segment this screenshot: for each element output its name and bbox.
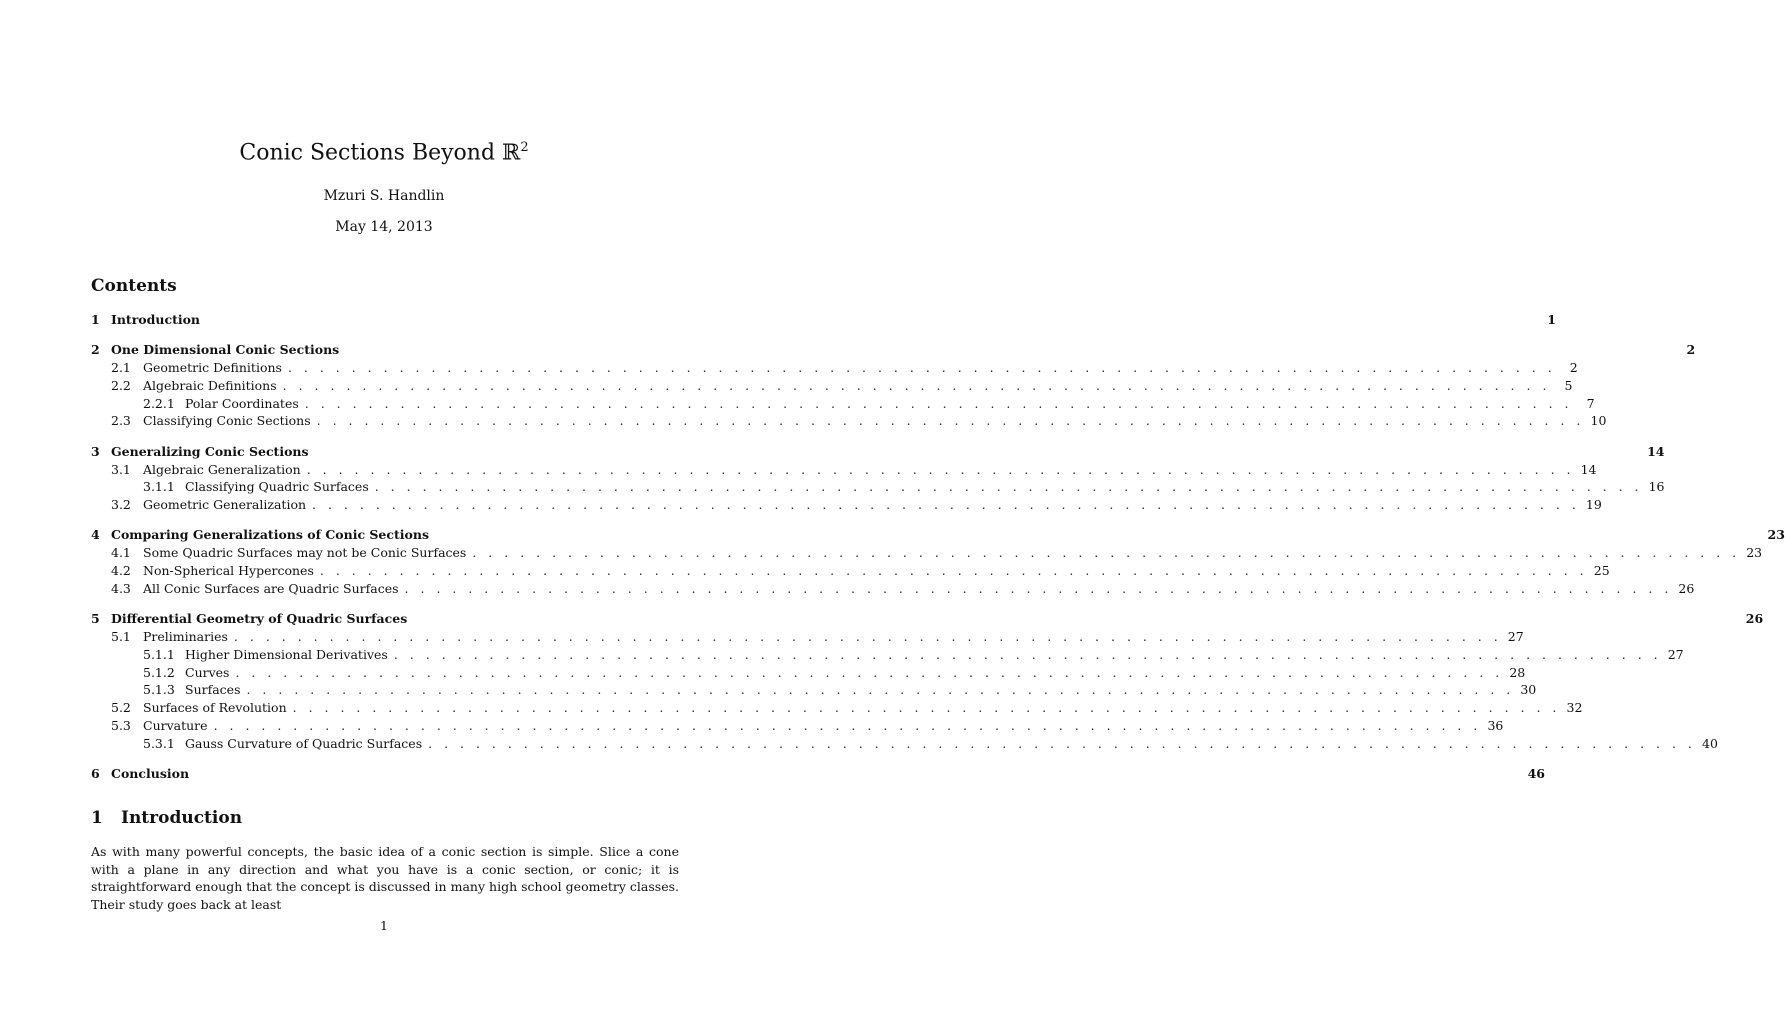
toc-entry[interactable] [91,478,1665,496]
toc-dot-leader: . . . . . . . . . . . . . . . . . . . . . . . . . . . . . . . . . . . . . . . . . . . . . . . . . . . . . . . . . . . . . . . . . . . . . . . . . . . . . . . . [428,735,1696,751]
toc-entry-page: 36 [1487,717,1504,733]
toc-entry-page: 23 [1767,527,1785,543]
toc-entry-label: Classifying Conic Sections [143,413,311,429]
toc-entry[interactable] [91,664,1526,682]
toc-entry-page: 30 [1520,682,1537,698]
toc-entry-number: 5.2 [111,700,131,716]
toc-entry-label: Geometric Definitions [143,360,282,376]
toc-entry-page: 7 [1586,395,1595,411]
toc-entry-label: One Dimensional Conic Sections [111,342,340,358]
toc-dot-leader: . . . . . . . . . . . . . . . . . . . . . . . . . . . . . . . . . . . . . . . . . . . . . . . . . . . . . . . . . . . . . . . . . . . . . . . . . . . . . . . . [312,497,1580,513]
toc-entry-page: 5 [1564,377,1573,393]
toc-entry-number: 5.3 [111,717,131,733]
section-heading [91,808,242,828]
toc-entry-page: 2 [1686,342,1696,358]
toc-entry-page: 27 [1667,646,1684,662]
toc-dot-leader: . . . . . . . . . . . . . . . . . . . . . . . . . . . . . . . . . . . . . . . . . . . . . . . . . . . . . . . . . . . . . . . . . . . . . . . . . . . . . . . . [306,461,1575,477]
toc-dot-leader: . . . . . . . . . . . . . . . . . . . . . . . . . . . . . . . . . . . . . . . . . . . . . . . . . . . . . . . . . . . . . . . . . . . . . . . . . . . . . . . . [472,545,1741,561]
toc-entry[interactable] [91,359,1578,377]
toc-dot-leader: . . . . . . . . . . . . . . . . . . . . . . . . . . . . . . . . . . . . . . . . . . . . . . . . . . . . . . . . . . . . . . . . . . . . . . . . . . . . . . . . [213,717,1482,733]
table-of-contents [91,311,1785,783]
paper-title [0,140,768,165]
toc-entry-label: Comparing Generalizations of Conic Sections [111,527,429,543]
toc-entry[interactable] [91,765,1545,783]
toc-gap [91,329,679,342]
toc-entry-label: Higher Dimensional Derivatives [185,646,388,662]
toc-entry[interactable] [91,341,1696,359]
section-number: 1 [91,808,103,828]
toc-entry-number: 6 [91,766,100,782]
toc-entry-label: Introduction [111,312,201,327]
toc-entry-page: 40 [1702,735,1718,751]
toc-entry-page: 14 [1647,443,1665,459]
toc-entry-label: Algebraic Definitions [143,377,277,393]
toc-entry[interactable] [91,461,1597,479]
toc-entry[interactable] [91,377,1573,395]
toc-entry-number: 2.2.1 [143,395,175,411]
toc-entry-label: Curves [185,664,230,680]
toc-entry-page: 46 [1527,766,1545,782]
toc-entry[interactable] [91,526,1785,544]
toc-entry[interactable] [91,628,1524,646]
toc-entry-label: Preliminaries [143,628,228,644]
toc-gap [91,514,679,527]
toc-dot-leader: . . . . . . . . . . . . . . . . . . . . . . . . . . . . . . . . . . . . . . . . . . . . . . . . . . . . . . . . . . . . . . . . . . . . . . . . . . . . . . . . [319,563,1588,579]
toc-entry-page: 16 [1648,479,1665,495]
toc-entry[interactable] [91,443,1665,461]
toc-entry[interactable] [91,699,1583,717]
toc-entry-number: 4.2 [111,563,131,579]
toc-entry[interactable] [91,717,1504,735]
toc-dot-leader: . . . . . . . . . . . . . . . . . . . . . . . . . . . . . . . . . . . . . . . . . . . . . . . . . . . . . . . . . . . . . . . . . . . . . . . . . . . . . . . . [404,580,1673,596]
page-number: 1 [380,918,388,933]
toc-entry-number: 3.1.1 [143,479,175,495]
toc-entry-label: Differential Geometry of Quadric Surfaces [111,611,408,627]
author-name: Mzuri S. Handlin [323,188,445,204]
toc-entry-number: 1 [91,312,100,327]
toc-dot-leader: . . . . . . . . . . . . . . . . . . . . . . . . . . . . . . . . . . . . . . . . . . . . . . . . . . . . . . . . . . . . . . . . . . . . . . . . . . . . . . . . [393,646,1662,662]
toc-entry-number: 2.2 [111,377,131,393]
contents-heading: Contents [91,276,177,296]
toc-entry-label: All Conic Surfaces are Quadric Surfaces [143,580,399,596]
toc-entry-label: Conclusion [111,766,190,782]
toc-entry-page: 32 [1566,700,1583,716]
toc-entry-page: 27 [1507,628,1524,644]
toc-gap [91,598,679,611]
toc-entry-label: Curvature [143,717,208,733]
intro-paragraph: As with many powerful concepts, the basic idea of a conic section is simple. Slice a cone with a plane in any direction and what you have is a conic section, or conic; it is straightforward enough that the concept is discussed in many high school geometry classes. Their study goes back at least [91,844,679,912]
toc-entry-number: 5.1.3 [143,682,175,698]
toc-entry-page: 28 [1509,664,1526,680]
toc-entry[interactable] [91,496,1602,514]
toc-entry-number: 4.1 [111,545,131,561]
toc-entry-number: 2 [91,342,100,358]
toc-entry[interactable] [91,646,1684,664]
toc-entry[interactable] [91,580,1695,598]
toc-dot-leader: . . . . . . . . . . . . . . . . . . . . . . . . . . . . . . . . . . . . . . . . . . . . . . . . . . . . . . . . . . . . . . . . . . . . . . . . . . . . . . . . [292,700,1561,716]
toc-entry-page: 1 [1547,312,1556,327]
toc-entry-page: 14 [1580,461,1597,477]
toc-entry-label: Polar Coordinates [185,395,299,411]
toc-gap [91,753,679,766]
toc-entry-number: 5.1 [111,628,131,644]
toc-entry[interactable] [91,562,1610,580]
toc-entry-number: 4 [91,527,100,543]
toc-entry-label: Generalizing Conic Sections [111,443,309,459]
toc-dot-leader: . . . . . . . . . . . . . . . . . . . . . . . . . . . . . . . . . . . . . . . . . . . . . . . . . . . . . . . . . . . . . . . . . . . . . . . . . . . . . . . . [374,479,1643,495]
toc-entry-number: 3.2 [111,497,131,513]
toc-entry[interactable] [91,610,1764,628]
toc-entry-page: 2 [1569,360,1578,376]
toc-entry-page: 23 [1746,545,1763,561]
toc-entry-label: Algebraic Generalization [143,461,301,477]
toc-entry-number: 3.1 [111,461,131,477]
toc-entry-label: Some Quadric Surfaces may not be Conic Surfaces [143,545,467,561]
toc-entry-label: Classifying Quadric Surfaces [185,479,369,495]
toc-entry[interactable] [91,412,1607,430]
toc-entry-number: 2.1 [111,360,131,376]
toc-entry[interactable] [91,311,1556,329]
toc-entry-label: Surfaces of Revolution [143,700,287,716]
toc-dot-leader: . . . . . . . . . . . . . . . . . . . . . . . . . . . . . . . . . . . . . . . . . . . . . . . . . . . . . . . . . . . . . . . . . . . . . . . . . . . . . . . . [316,413,1585,429]
toc-entry-page: 26 [1678,580,1695,596]
publication-date: May 14, 2013 [335,219,433,235]
toc-entry-number: 4.3 [111,580,131,596]
toc-entry-page: 25 [1593,563,1610,579]
toc-entry-number: 5.1.2 [143,664,175,680]
toc-entry-number: 5 [91,611,100,627]
toc-entry-label: Surfaces [185,682,241,698]
toc-dot-leader: . . . . . . . . . . . . . . . . . . . . . . . . . . . . . . . . . . . . . . . . . . . . . . . . . . . . . . . . . . . . . . . . . . . . . . . . . . . . . . . . [233,628,1502,644]
toc-entry-number: 3 [91,443,100,459]
toc-dot-leader: . . . . . . . . . . . . . . . . . . . . . . . . . . . . . . . . . . . . . . . . . . . . . . . . . . . . . . . . . . . . . . . . . . . . . . . . . . . . . . . . [304,395,1573,411]
toc-entry-number: 5.1.1 [143,646,175,662]
toc-entry-page: 19 [1585,497,1602,513]
toc-entry[interactable] [91,544,1763,562]
toc-entry-page: 10 [1590,413,1607,429]
toc-entry-number: 2.3 [111,413,131,429]
toc-dot-leader: . . . . . . . . . . . . . . . . . . . . . . . . . . . . . . . . . . . . . . . . . . . . . . . . . . . . . . . . . . . . . . . . . . . . . . . . . . . . . . . . [246,682,1515,698]
toc-entry-label: Gauss Curvature of Quadric Surfaces [185,735,423,751]
toc-entry-number: 5.3.1 [143,735,175,751]
title-superscript: 2 [520,140,529,155]
toc-dot-leader: . . . . . . . . . . . . . . . . . . . . . . . . . . . . . . . . . . . . . . . . . . . . . . . . . . . . . . . . . . . . . . . . . . . . . . . . . . . . . . . . [235,664,1504,680]
toc-entry-label: Geometric Generalization [143,497,307,513]
toc-dot-leader: . . . . . . . . . . . . . . . . . . . . . . . . . . . . . . . . . . . . . . . . . . . . . . . . . . . . . . . . . . . . . . . . . . . . . . . . . . . . . . . . [282,377,1551,393]
toc-entry-page: 26 [1745,611,1764,627]
section-title: Introduction [121,808,243,828]
toc-dot-leader: . . . . . . . . . . . . . . . . . . . . . . . . . . . . . . . . . . . . . . . . . . . . . . . . . . . . . . . . . . . . . . . . . . . . . . . . . . . . . . . . [287,360,1556,376]
toc-entry[interactable] [91,395,1595,413]
toc-entry[interactable] [91,735,1718,753]
toc-gap [91,430,679,443]
toc-entry-label: Non-Spherical Hypercones [143,563,314,579]
title-text: Conic Sections Beyond ℝ [239,140,521,166]
toc-entry[interactable] [91,681,1537,699]
